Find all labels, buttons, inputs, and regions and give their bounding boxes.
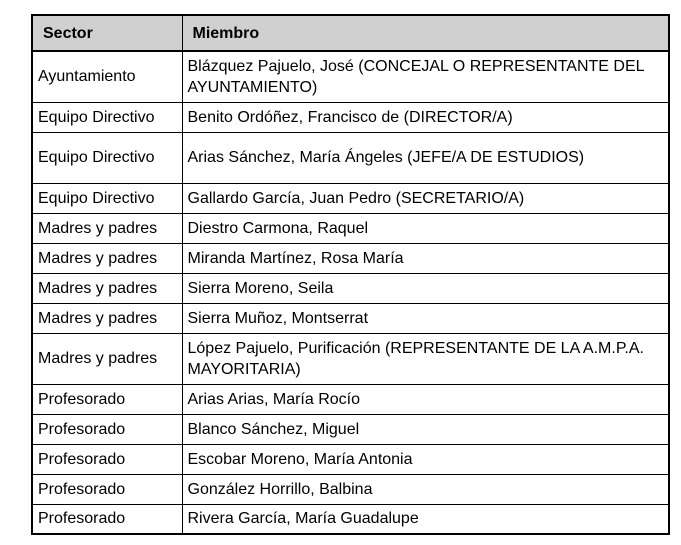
table-row [32, 51, 669, 102]
table-row [32, 303, 669, 333]
member-cell: Benito Ordóñez, Francisco de (DIRECTOR/A) [182, 102, 669, 132]
table-row [32, 102, 669, 132]
sector-cell: Madres y padres [32, 213, 182, 243]
member-cell: Miranda Martínez, Rosa María [182, 243, 669, 273]
table-row [32, 213, 669, 243]
table-row [32, 273, 669, 303]
sector-cell: Madres y padres [32, 243, 182, 273]
member-cell: Escobar Moreno, María Antonia [182, 444, 669, 474]
table-header-row [32, 15, 669, 51]
sector-cell: Profesorado [32, 444, 182, 474]
table-row [32, 444, 669, 474]
column-header-sector: Sector [32, 15, 182, 51]
sector-cell: Profesorado [32, 414, 182, 444]
sector-cell: Equipo Directivo [32, 102, 182, 132]
sector-cell: Equipo Directivo [32, 183, 182, 213]
member-cell: Arias Sánchez, María Ángeles (JEFE/A DE ESTUDIOS) [182, 132, 669, 183]
sector-cell: Profesorado [32, 504, 182, 534]
table-row [32, 333, 669, 384]
table-row [32, 414, 669, 444]
members-table [31, 14, 670, 535]
member-cell: Blázquez Pajuelo, José (CONCEJAL O REPRESENTANTE DEL AYUNTAMIENTO) [182, 51, 669, 102]
sector-cell: Profesorado [32, 474, 182, 504]
table-row [32, 243, 669, 273]
table-row [32, 474, 669, 504]
sector-cell: Madres y padres [32, 303, 182, 333]
sector-cell: Ayuntamiento [32, 51, 182, 102]
member-cell: Rivera García, María Guadalupe [182, 504, 669, 534]
table-row [32, 183, 669, 213]
member-cell: Sierra Moreno, Seila [182, 273, 669, 303]
column-header-member: Miembro [182, 15, 669, 51]
sector-cell: Madres y padres [32, 333, 182, 384]
table-row [32, 132, 669, 183]
member-cell: Gallardo García, Juan Pedro (SECRETARIO/A) [182, 183, 669, 213]
member-cell: Blanco Sánchez, Miguel [182, 414, 669, 444]
sector-cell: Madres y padres [32, 273, 182, 303]
member-cell: González Horrillo, Balbina [182, 474, 669, 504]
table-row [32, 384, 669, 414]
sector-cell: Profesorado [32, 384, 182, 414]
sector-cell: Equipo Directivo [32, 132, 182, 183]
table-row [32, 504, 669, 534]
member-cell: López Pajuelo, Purificación (REPRESENTANTE DE LA A.M.P.A. MAYORITARIA) [182, 333, 669, 384]
member-cell: Arias Arias, María Rocío [182, 384, 669, 414]
member-cell: Sierra Muñoz, Montserrat [182, 303, 669, 333]
member-cell: Diestro Carmona, Raquel [182, 213, 669, 243]
